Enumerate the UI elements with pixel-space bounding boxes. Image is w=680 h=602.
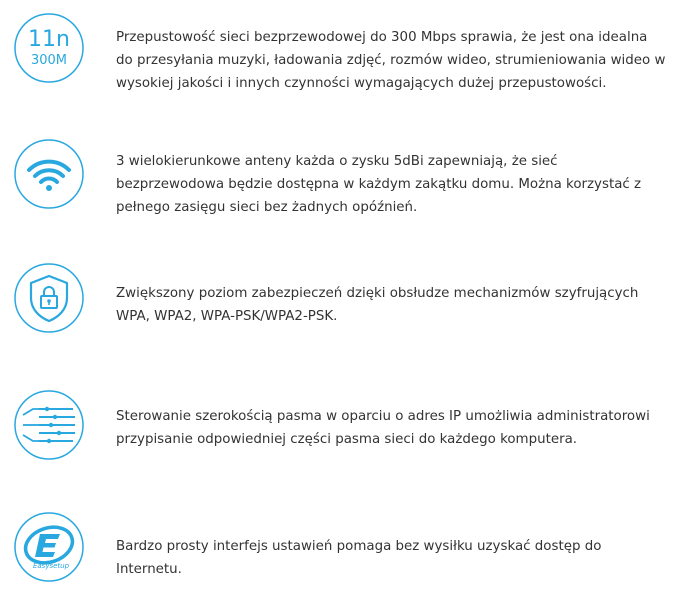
security-shield-icon [13,262,85,334]
wifi-icon [13,138,85,210]
feature-description: Sterowanie szerokością pasma w oparciu o adres IP umożliwia administratorowi przypisanie odpowiedniej części pasma sieci do każdego komputera. [116,409,650,447]
feature-description: Przepustowość sieci bezprzewodowej do 300 Mbps sprawia, że jest ona idealna do przesyłania muzyki, ładowania zdjęć, rozmów wideo, strumieniowania wideo w wysokiej jakości i innych czynności wymagających dużej przepustowości. [116,30,666,91]
11n-300m-icon [13,12,85,84]
icon-label-easysetup: Easysetup [32,562,70,570]
feature-description: Bardzo prosty interfejs ustawień pomaga bez wysiłku uzyskać dostęp do Internetu. [116,539,602,577]
easy-setup-icon [13,511,85,583]
icon-label-300m: 300M [30,53,68,68]
feature-description: Zwiększony poziom zabezpieczeń dzięki obsłudze mechanizmów szyfrujących WPA, WPA2, WPA-PSK/WPA2-PSK. [116,286,639,324]
icon-label-11n: 11n [28,27,70,52]
bandwidth-control-icon [13,389,85,461]
feature-description: 3 wielokierunkowe anteny każda o zysku 5dBi zapewniają, że sieć bezprzewodowa będzie dostępna w każdym zakątku domu. Można korzystać z pełnego zasięgu sieci bez żadnych opóźnień. [116,154,642,215]
